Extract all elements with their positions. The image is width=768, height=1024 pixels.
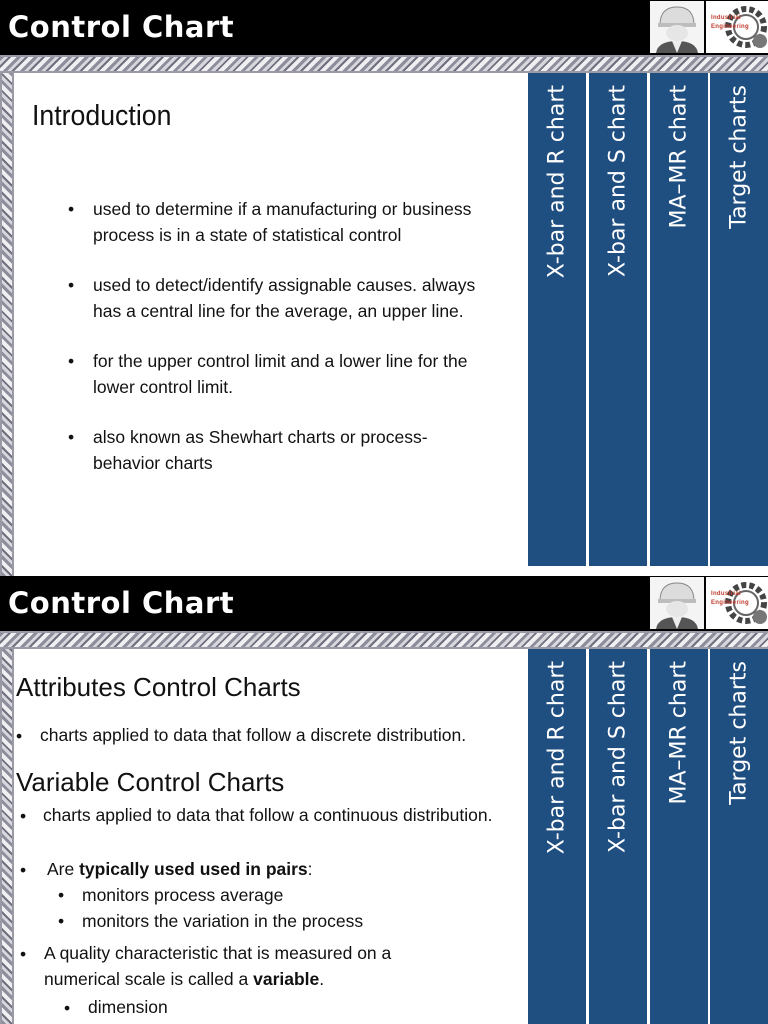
side-tab-label: X-bar and R chart <box>544 661 570 855</box>
bullet-item: • for the upper control limit and a lower line for the lower control limit. <box>66 349 486 400</box>
pairs-bullet <box>47 857 313 882</box>
worker-helmet-icon <box>650 1 704 53</box>
header-title: Control Chart <box>8 10 235 44</box>
side-tab-xbar-r <box>528 649 586 1024</box>
header-title: Control Chart <box>8 586 235 620</box>
chain-border-left <box>0 73 14 576</box>
chain-border-top <box>0 631 768 649</box>
side-tab-label: X-bar and S chart <box>605 661 631 853</box>
side-tab-ma-mr <box>650 649 708 1024</box>
attributes-bullet: charts applied to data that follow a discrete distribution. <box>40 725 467 745</box>
bullet-marker: • <box>20 806 27 826</box>
side-tab-target <box>710 649 768 1024</box>
side-tab-label: MA–MR chart <box>666 661 692 805</box>
quality-bold: variable <box>253 969 320 989</box>
bullet-marker: • <box>20 860 27 880</box>
worker-helmet-icon <box>650 577 704 629</box>
quality-line-1: A quality characteristic that is measured on a <box>44 943 392 963</box>
side-tab-label: MA–MR chart <box>666 85 692 229</box>
bullet-marker: • <box>58 885 65 905</box>
logo-line-2: Engineering <box>711 600 749 606</box>
bullet-marker: • <box>16 726 23 746</box>
side-tab-xbar-r <box>528 73 586 566</box>
logo-text <box>711 14 749 32</box>
chain-border-left <box>0 649 14 1024</box>
pairs-prefix: Are <box>47 859 80 879</box>
bullet-item: • used to detect/identify assignable causes. always has a central line for the average, an upper line. <box>66 273 486 324</box>
variable-heading: Variable Control Charts <box>16 767 285 797</box>
bullet-item: • used to determine if a manufacturing or business process is in a state of statistical control <box>66 197 486 248</box>
side-tab-xbar-s <box>589 649 647 1024</box>
attributes-heading: Attributes Control Charts <box>16 672 301 702</box>
side-tab-label: X-bar and S chart <box>605 85 631 277</box>
quality-prefix: numerical scale is called a <box>44 969 254 989</box>
bullet-list <box>66 197 486 501</box>
side-tab-ma-mr <box>650 73 708 566</box>
side-tab-label: X-bar and R chart <box>544 85 570 279</box>
quality-suffix: . <box>319 969 325 989</box>
quality-line-2 <box>44 967 324 992</box>
slide-chart-types <box>0 576 768 1024</box>
pairs-sub-item: monitors process average <box>82 885 284 905</box>
bullet-marker: • <box>58 911 65 931</box>
pairs-sub-item: monitors the variation in the process <box>82 911 364 931</box>
logo-line-1: Industrial <box>711 15 742 21</box>
slide-heading: Introduction <box>32 100 172 132</box>
quality-sub-item: dimension <box>88 997 168 1017</box>
bullet-item: • also known as Shewhart charts or process-behavior charts <box>66 425 486 476</box>
bullet-marker: • <box>20 944 27 964</box>
logo-line-1: Industrial <box>711 591 742 597</box>
bullet-marker: • <box>64 998 71 1018</box>
logo-text <box>711 590 749 608</box>
side-tab-label: Target charts <box>726 661 752 805</box>
logo-line-2: Engineering <box>711 24 749 30</box>
chain-border-top <box>0 55 768 73</box>
slide-header <box>0 576 768 631</box>
variable-bullet: charts applied to data that follow a continuous distribution. <box>43 805 493 825</box>
pairs-bold: typically used used in pairs <box>79 859 308 879</box>
side-tab-target <box>710 73 768 566</box>
pairs-suffix: : <box>307 859 313 879</box>
side-tab-xbar-s <box>589 73 647 566</box>
side-tab-label: Target charts <box>726 85 752 229</box>
slide-header <box>0 0 768 55</box>
